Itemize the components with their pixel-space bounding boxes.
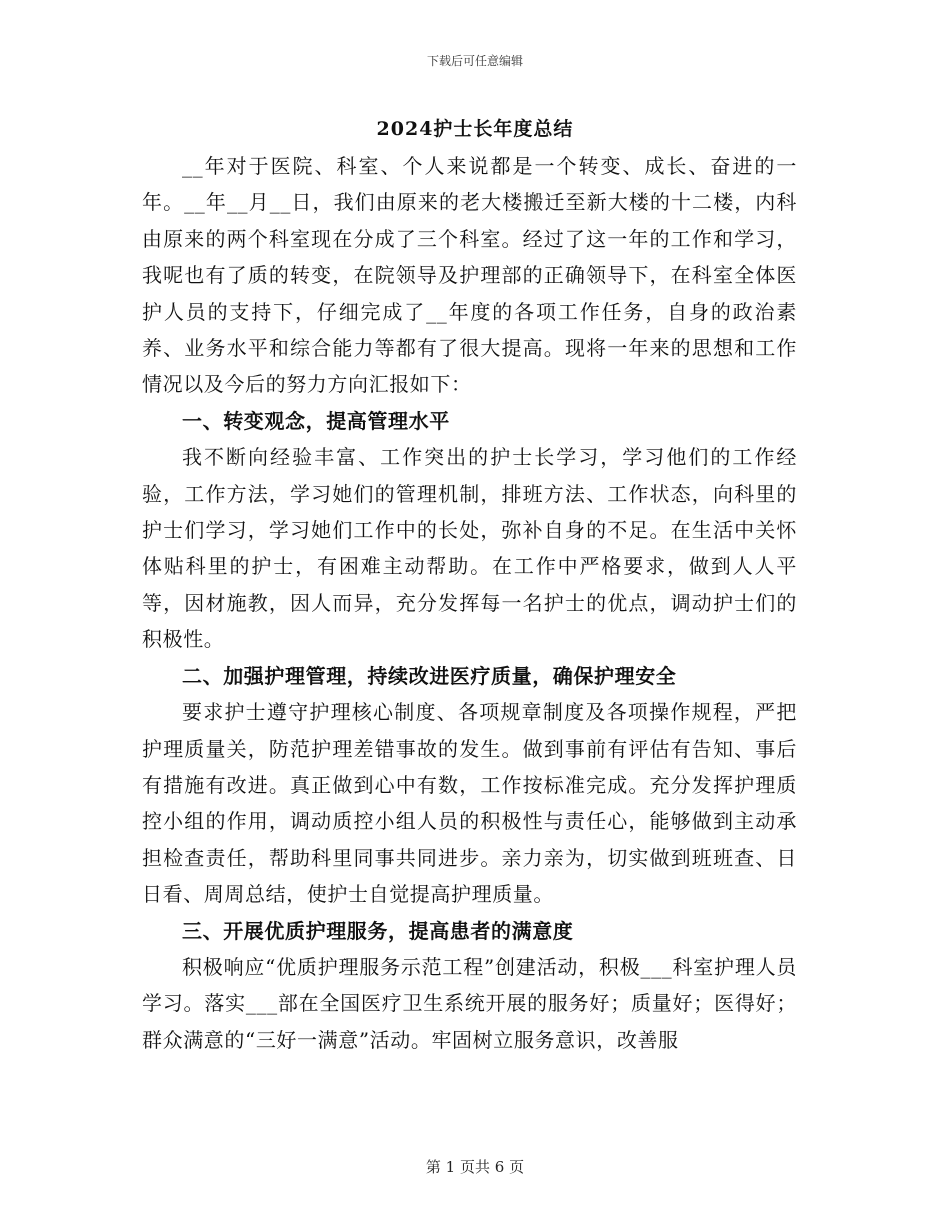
section-body-2: 要求护士遵守护理核心制度、各项规章制度及各项操作规程，严把护理质量关，防范护理差错事故的发生。做到事前有评估有告知、事后有措施有改进。真正做到心中有数，工作按标准完成。充分发挥护理质控小组的作用，调动质控小组人员的积极性与责任心，能够做到主动承担检查责任，帮助科里同事共同进步。亲力亲为，切实做到班班查、日日看、周周总结，使护士自觉提高护理质量。 (142, 700, 797, 907)
section-heading-2: 二、加强护理管理，持续改进医疗质量，确保护理安全 (182, 663, 677, 688)
document-body (142, 148, 797, 1058)
document-title: 2024护士长年度总结 (376, 118, 574, 140)
section-body-1: 我不断向经验丰富、工作突出的护士长学习，学习他们的工作经验，工作方法，学习她们的管理机制，排班方法、工作状态，向科里的护士们学习，学习她们工作中的长处，弥补自身的不足。在生活中关怀体贴科里的护士，有困难主动帮助。在工作中严格要求，做到人人平等，因材施教，因人而异，充分发挥每一名护士的优点，调动护士们的积极性。 (142, 445, 797, 652)
intro-paragraph: __年对于医院、科室、个人来说都是一个转变、成长、奋进的一年。__年__月__日，我们由原来的老大楼搬迁至新大楼的十二楼，内科由原来的两个科室现在分成了三个科室。经过了这一年的工作和学习，我呢也有了质的转变，在院领导及护理部的正确领导下，在科室全体医护人员的支持下，仔细完成了__年度的各项工作任务，自身的政治素养、业务水平和综合能力等都有了很大提高。现将一年来的思想和工作情况以及今后的努力方向汇报如下： (142, 154, 797, 397)
section-body-3: 积极响应“优质护理服务示范工程”创建活动，积极___科室护理人员学习。落实___部在全国医疗卫生系统开展的服务好；质量好；医得好；群众满意的“三好一满意”活动。牢固树立服务意识，改善服 (142, 954, 797, 1052)
page-header-note: 下载后可任意编辑 (426, 54, 523, 68)
section-heading-1: 一、转变观念，提高管理水平 (182, 408, 450, 433)
section-heading-3: 三、开展优质护理服务，提高患者的满意度 (182, 918, 574, 943)
page-number: 第 1 页共 6 页 (425, 1158, 525, 1176)
